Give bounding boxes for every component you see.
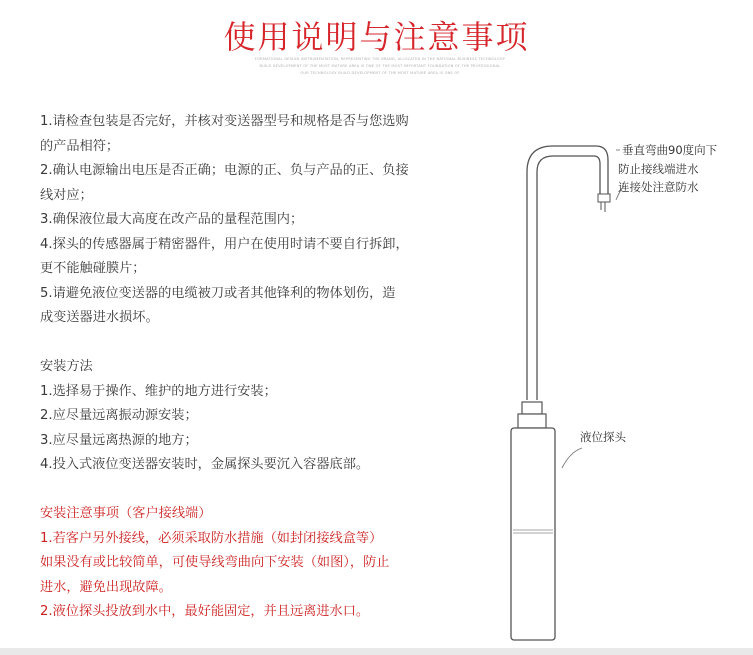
probe-neck (518, 414, 546, 428)
subtitle-line: FORMATIONAL DESIGN INSTRUMENTATION, REPRESENTING THE BRAND, ALLOCATED IN THE NATIONAL BUSINESS TECHNOLOGY (254, 57, 506, 61)
instruction-line: 线对应； (40, 187, 93, 203)
instruction-line: 3.确保液位最大高度在改产品的量程范围内； (40, 212, 304, 227)
waterproof-label: 防止接线端进水 (618, 162, 699, 176)
instruction-line: 4.探头的传感器属于精密器件，用户在使用时请不要自行拆卸， (40, 236, 409, 252)
note-item: 如果没有或比较简单，可使导线弯曲向下安装（如图），防止 (40, 555, 390, 570)
notes-heading: 安装注意事项（客户接线端） (40, 506, 212, 521)
note-item: 进水，避免出现故障。 (40, 579, 172, 595)
cable-end (598, 194, 610, 202)
probe-body (511, 428, 555, 640)
subtitle-line: OUR TECHNOLOGY BUILD DEVELOPMENT OF THE MOST MATURE AREA IS ONE OF (300, 71, 460, 75)
install-item: 1.选择易于操作、维护的地方进行安装； (40, 383, 277, 399)
probe-leader (562, 448, 582, 468)
probe-collar (522, 402, 542, 414)
bend-label: 垂直弯曲90度向下 (622, 143, 718, 157)
install-item: 2.应尽量远离振动源安装； (40, 408, 198, 423)
instruction-line: 更不能触碰膜片； (40, 261, 146, 276)
instruction-line: 5.请避免液位变送器的电缆被刀或者其他锋利的物体划伤，造 (40, 285, 396, 301)
instruction-line: 的产品相符； (40, 138, 120, 154)
note-item: 2.液位探头投放到水中，最好能固定，并且远离进水口。 (40, 604, 370, 619)
page-title: 使用说明与注意事项 (223, 18, 530, 56)
subtitle-line: BUILD DEVELOPMENT OF THE MOST MATURE AREA IS ONE OF THE MOST IMPORTANT FOUNDATION OF THE PROFESSIONAL (259, 64, 501, 68)
bottom-bar (0, 648, 753, 655)
instruction-line: 成变送器进水损坏。 (40, 310, 159, 325)
cable-inner (537, 156, 600, 400)
install-heading: 安装方法 (40, 359, 93, 374)
note-item: 1.若客户另外接线，必须采取防水措施（如封闭接线盒等） (40, 530, 383, 546)
cable-outer (527, 146, 608, 400)
install-item: 3.应尽量远离热源的地方； (40, 432, 198, 448)
instruction-line: 2.确认电源输出电压是否正确；电源的正、负与产品的正、负接 (40, 163, 409, 178)
probe-label: 液位探头 (580, 430, 626, 444)
install-item: 4.投入式液位变送器安装时，金属探头要沉入容器底部。 (40, 457, 370, 472)
connection-label: 连接处注意防水 (618, 180, 699, 194)
instruction-line: 1.请检查包装是否完好，并核对变送器型号和规格是否与您选购 (40, 114, 409, 129)
